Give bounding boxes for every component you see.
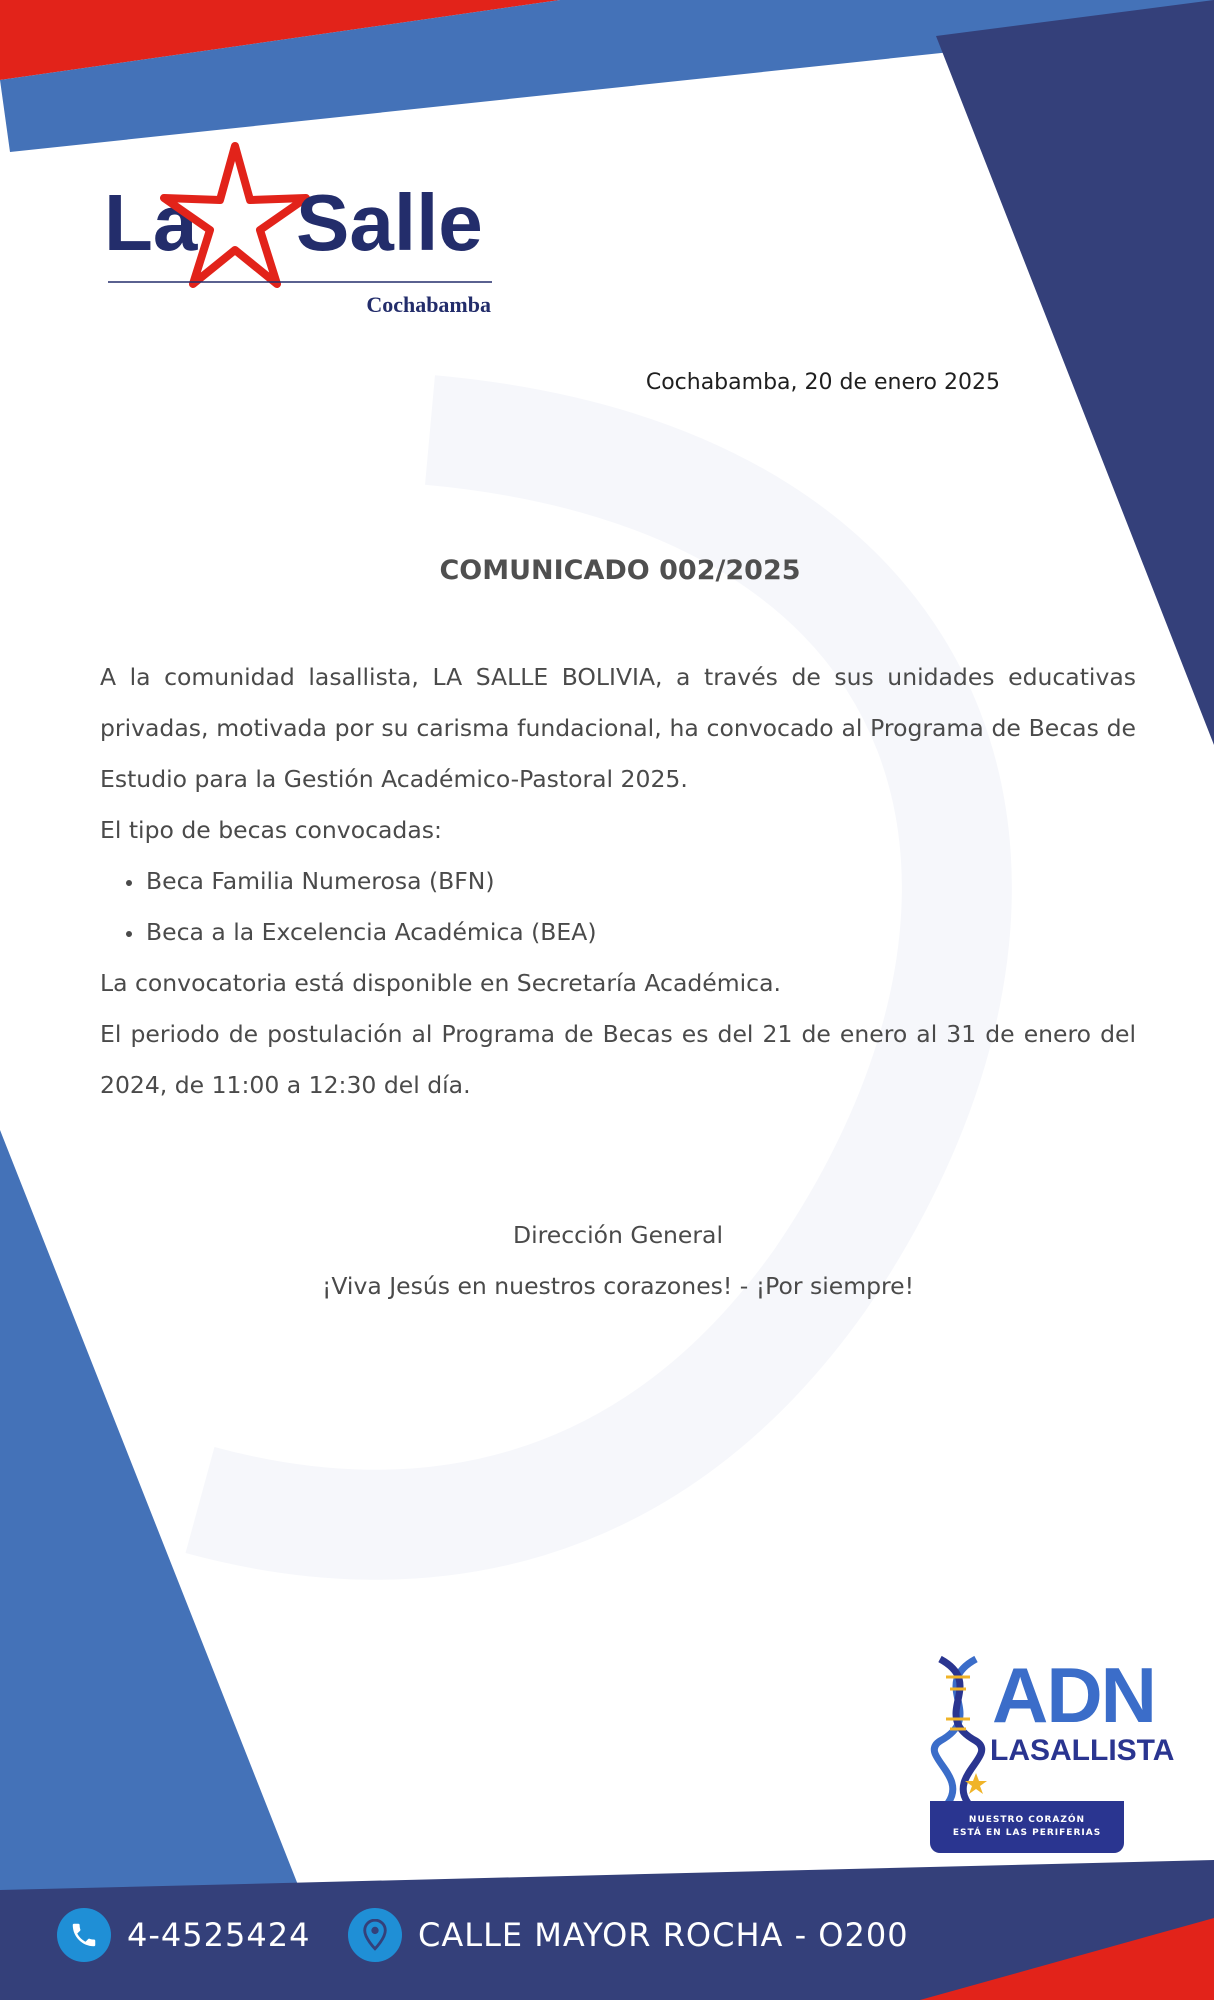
adn-lasallista-logo	[928, 1651, 1175, 1853]
list-item: Beca Familia Numerosa (BFN)	[100, 856, 1136, 907]
list-item: Beca a la Excelencia Académica (BEA)	[100, 907, 1136, 958]
availability-text: La convocatoria está disponible en Secretaría Académica.	[100, 969, 781, 997]
signature-block	[0, 1210, 1214, 1312]
adn-tagline: NUESTRO CORAZÓN ESTÁ EN LAS PERIFERIAS	[930, 1801, 1124, 1853]
svg-text:Salle: Salle	[296, 178, 483, 267]
signature-motto: ¡Viva Jesús en nuestros corazones! - ¡Por siempre!	[321, 1272, 915, 1300]
svg-text:La: La	[104, 178, 198, 267]
footer-phone	[57, 1905, 310, 1965]
phone-icon	[57, 1908, 111, 1962]
adn-title: ADN	[992, 1651, 1155, 1739]
application-period-text: El periodo de postulación al Programa de Becas es del 21 de enero al 31 de enero del 2024, de 11:00 a 12:30 del día.	[100, 1020, 1136, 1099]
phone-number: 4-4525424	[127, 1916, 311, 1954]
date-line: Cochabamba, 20 de enero 2025	[645, 370, 1000, 395]
intro-paragraph: A la comunidad lasallista, LA SALLE BOLIVIA, a través de sus unidades educativas privadas, motivada por su carisma fundacional, ha convocado al Programa de Becas de Estudio para la Gestión Académico-Pastoral 2025.	[100, 663, 1136, 793]
scholarship-types-heading: El tipo de becas convocadas:	[100, 816, 442, 844]
announcement-body	[100, 652, 1136, 1111]
dna-helix-icon	[928, 1655, 988, 1805]
footer-address	[348, 1905, 909, 1965]
location-pin-icon	[348, 1908, 402, 1962]
adn-subtitle: LASALLISTA	[990, 1734, 1175, 1767]
la-salle-logo	[100, 140, 500, 320]
signature-office: Dirección General	[513, 1221, 723, 1249]
scholarship-list	[100, 856, 1136, 958]
svg-text:Cochabamba: Cochabamba	[366, 292, 491, 317]
address-text: CALLE MAYOR ROCHA - O200	[418, 1916, 909, 1954]
page-title: COMUNICADO 002/2025	[439, 555, 801, 586]
